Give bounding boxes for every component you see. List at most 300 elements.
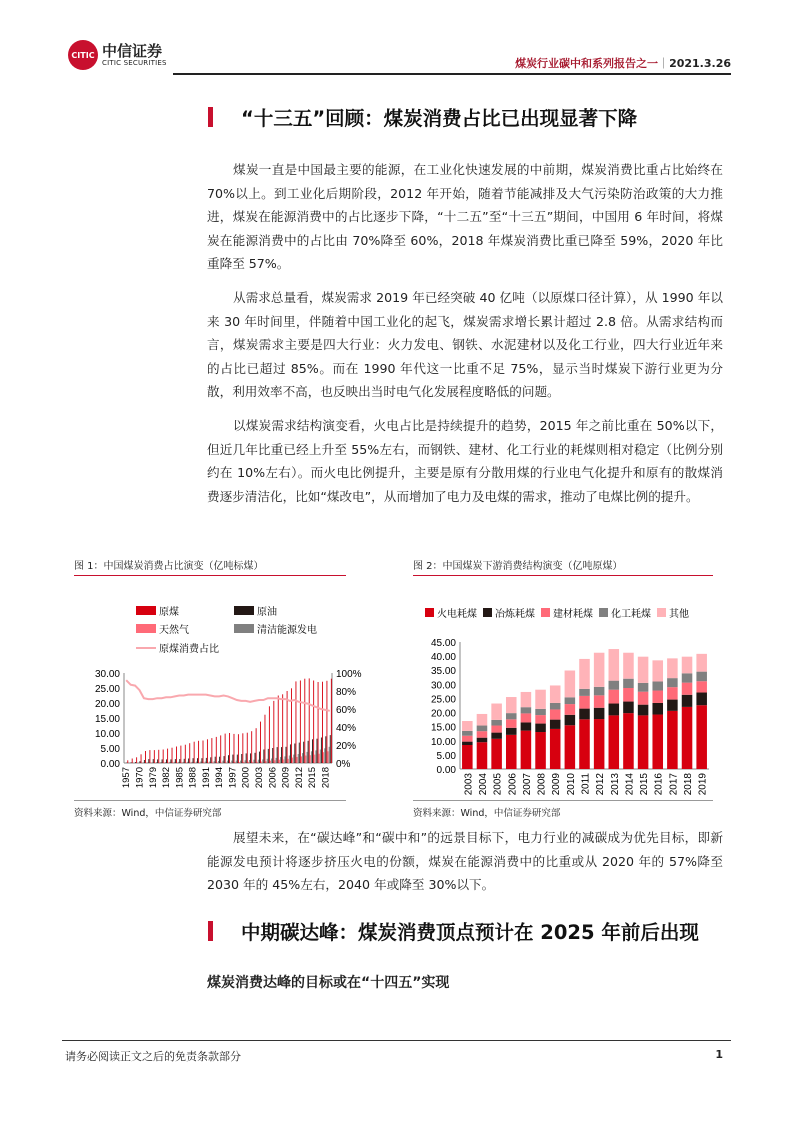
bar-原油 [197,758,198,763]
bar-原油 [166,759,167,763]
legend-swatch [234,624,254,633]
bar-建材耗煤 [462,736,473,742]
y-tick-label: 10.00 [94,729,120,740]
header-rule [173,73,731,75]
bar-清洁能源发电 [196,762,197,764]
bar-清洁能源发电 [276,758,277,763]
bar-原煤 [194,742,195,763]
bar-清洁能源发电 [311,751,312,763]
paragraph: 从需求总量看，煤炭需求 2019 年已经突破 40 亿吨（以原煤口径计算），从 1990 年以来 30 年时间里，伴随着中国工业化的起飞，煤炭需求增长累计超过 2.8 倍。从需求结构而言，煤炭需求主要是四大行业：火力发电、钢铁、水泥建材以及化工行业，四大行业近年来的占比已超过 85%。而在 1990 年代这一比重不足 75%，显示当时煤炭下游行业更为分散，利用效率不高，也反映出当时电气化发展程度略低的问题。 [207,290,723,399]
bar-原油 [139,761,140,763]
bar-建材耗煤 [638,692,649,705]
bar-天然气 [248,762,249,763]
report-date: 2021.3.26 [669,57,731,70]
bar-天然气 [146,762,147,763]
bar-火电耗煤 [609,715,620,769]
bar-其他 [638,657,649,683]
bar-原煤 [247,733,248,763]
legend-label: 冶炼耗煤 [495,609,535,620]
citic-logo [68,40,167,70]
bar-火电耗煤 [491,739,502,769]
bar-清洁能源发电 [222,761,223,763]
bar-火电耗煤 [682,707,693,769]
section-heading-1 [208,103,637,131]
bar-原油 [281,747,282,763]
legend-label: 清洁能源发电 [257,625,317,636]
bar-原油 [263,750,264,764]
bar-天然气 [239,762,240,763]
bar-清洁能源发电 [231,761,232,763]
bar-原煤 [141,754,142,763]
bar-原煤 [176,747,177,764]
bar-原油 [237,755,238,763]
x-tick-label: 2004 [477,773,489,796]
legend-label: 原油 [257,607,277,618]
bar-原煤 [225,734,226,763]
bar-化工耗煤 [652,682,663,691]
bar-清洁能源发电 [320,750,321,764]
x-tick-label: 1985 [174,767,186,789]
bar-火电耗煤 [506,735,517,769]
logo-cn: 中信证券 [102,42,163,60]
bar-原油 [153,759,154,763]
x-tick-label: 2016 [653,773,665,796]
y2-tick-label: 60% [336,705,357,716]
bar-原煤 [256,728,257,763]
bar-原煤 [149,750,150,763]
bar-原油 [294,744,295,764]
bar-原油 [303,742,304,763]
header-separator: ｜ [658,57,670,70]
bar-清洁能源发电 [147,762,148,763]
bar-天然气 [168,762,169,763]
y-tick-label: 0.00 [100,759,120,770]
y-tick-label: 0.00 [436,765,456,776]
y-tick-label: 10.00 [430,736,456,748]
bar-建材耗煤 [696,681,707,692]
bar-火电耗煤 [652,715,663,769]
figure-title: 图 1：中国煤炭消费占比演变（亿吨标煤） [74,557,346,576]
y2-tick-label: 40% [336,723,357,734]
bar-天然气 [323,752,324,763]
bar-原油 [162,759,163,763]
bar-原煤 [207,739,208,763]
bar-原煤 [132,759,133,764]
bar-其他 [594,653,605,687]
bar-原油 [272,748,273,763]
bar-清洁能源发电 [329,747,330,763]
bar-原煤 [318,682,319,763]
bar-清洁能源发电 [271,759,272,764]
bar-化工耗煤 [623,679,634,688]
bar-清洁能源发电 [174,762,175,763]
legend-label: 火电耗煤 [437,609,477,620]
footer-rule [62,1040,731,1041]
bar-清洁能源发电 [178,762,179,763]
bar-天然气 [199,762,200,763]
legend-label: 原煤消费占比 [159,644,219,655]
bar-建材耗煤 [623,688,634,702]
bar-化工耗煤 [521,707,532,713]
bar-化工耗煤 [506,713,517,719]
heading-marker [208,921,213,941]
bar-清洁能源发电 [262,759,263,763]
bar-天然气 [270,761,271,763]
bar-火电耗煤 [594,719,605,769]
bar-原油 [206,758,207,763]
bar-天然气 [261,762,262,764]
bar-建材耗煤 [594,695,605,707]
bar-天然气 [297,757,298,763]
bar-清洁能源发电 [209,762,210,764]
bar-化工耗煤 [477,726,488,732]
bar-天然气 [305,756,306,764]
bar-化工耗煤 [535,709,546,715]
bar-原煤 [287,691,288,763]
bar-化工耗煤 [638,683,649,692]
y2-tick-label: 20% [336,741,357,752]
bar-清洁能源发电 [249,760,250,763]
line-coal-share [126,680,330,711]
bar-原油 [259,752,260,763]
bar-其他 [696,654,707,672]
bar-清洁能源发电 [298,754,299,763]
bar-建材耗煤 [491,726,502,733]
paragraph: 以煤炭需求结构演变看，火电占比是持续提升的趋势，2015 年之前比重在 50%以下，但近几年比重已经上升至 55%左右，而钢铁、建材、化工行业的耗煤则相对稳定（比例分别约在 10%左右）。而火电比例提升，主要是原有分散用煤的行业电气化提升和原有的散煤消费逐步清洁化，比如“煤改电”，从而增加了电力及电煤的需求，推动了电煤比例的提升。 [207,418,723,504]
bar-天然气 [177,762,178,763]
bar-原煤 [198,741,199,763]
bar-天然气 [292,758,293,763]
bar-原煤 [180,746,181,763]
bar-冶炼耗煤 [609,704,620,716]
x-tick-label: 1982 [161,767,173,789]
legend-label: 其他 [669,609,689,620]
x-tick-label: 2015 [639,773,651,796]
bar-原煤 [326,681,327,763]
bar-天然气 [217,762,218,763]
x-tick-label: 1957 [121,767,133,789]
x-tick-label: 2006 [267,767,279,789]
bar-天然气 [221,762,222,763]
bar-天然气 [226,762,227,763]
paragraph: 煤炭一直是中国最主要的能源，在工业化快速发展的中前期，煤炭消费比重占比始终在 70%以上。到工业化后期阶段，2012 年开始，随着节能减排及大气污染防治政策的大力推进，煤炭在能源消费中的占比逐步下降，“十二五”至“十三五”期间，中国用 6 年时间，将煤炭在能源消费中的占比由 70%降至 60%，2018 年煤炭消费比重已降至 59%，2020 年比重降至 57%。 [207,162,723,271]
bar-冶炼耗煤 [696,693,707,706]
y-tick-label: 35.00 [430,666,456,678]
bar-原油 [179,759,180,763]
bar-原油 [170,759,171,763]
bar-原油 [175,759,176,763]
bar-清洁能源发电 [165,762,166,763]
bar-清洁能源发电 [307,752,308,763]
legend-swatch [234,606,254,615]
x-tick-label: 2018 [683,773,695,796]
bar-原油 [188,759,189,764]
bar-原油 [308,741,309,763]
bar-清洁能源发电 [191,762,192,763]
bar-建材耗煤 [521,713,532,722]
y-tick-label: 30.00 [430,680,456,692]
bar-冶炼耗煤 [462,742,473,745]
bar-原煤 [229,733,230,763]
y-tick-label: 15.00 [94,714,120,725]
bar-清洁能源发电 [267,759,268,763]
bar-化工耗煤 [594,687,605,695]
bar-其他 [521,692,532,707]
page-number: 1 [715,1048,723,1061]
x-tick-label: 2007 [521,773,533,796]
bar-清洁能源发电 [218,761,219,763]
bar-原油 [255,753,256,763]
bar-天然气 [159,762,160,763]
y2-tick-label: 0% [336,759,351,770]
bar-化工耗煤 [579,689,590,696]
bar-清洁能源发电 [152,762,153,763]
bar-化工耗煤 [609,681,620,690]
bar-冶炼耗煤 [623,702,634,714]
y-tick-label: 5.00 [436,750,456,762]
bar-清洁能源发电 [143,762,144,763]
x-tick-label: 2012 [293,767,305,789]
bar-天然气 [243,762,244,763]
y-tick-label: 25.00 [94,684,120,695]
bar-原油 [321,738,322,764]
bar-原煤 [234,734,235,763]
bar-清洁能源发电 [169,762,170,763]
bar-建材耗煤 [535,715,546,723]
x-tick-label: 2000 [240,767,252,789]
bar-清洁能源发电 [293,755,294,763]
bar-原煤 [211,738,212,763]
legend-swatch [599,608,608,617]
footer-disclaimer: 请务必阅读正文之后的免责条款部分 [65,1050,241,1063]
x-tick-label: 2012 [595,773,607,796]
y-tick-label: 15.00 [430,722,456,734]
x-tick-label: 2015 [307,767,319,789]
bar-天然气 [266,761,267,763]
report-series: 煤炭行业碳中和系列报告之一 [515,57,659,70]
bar-原煤 [167,749,168,763]
bar-天然气 [151,762,152,763]
figure-title: 图 2：中国煤炭下游消费结构演变（亿吨原煤） [413,557,713,576]
bar-原油 [250,753,251,763]
bar-天然气 [213,762,214,763]
bar-清洁能源发电 [214,761,215,763]
bar-火电耗煤 [638,715,649,769]
x-tick-label: 1991 [200,767,212,789]
bar-冶炼耗煤 [535,724,546,732]
section-title: “十三五”回顾：煤炭消费占比已出现显著下降 [241,107,638,130]
bar-清洁能源发电 [156,762,157,763]
bar-天然气 [301,756,302,763]
x-tick-label: 2008 [536,773,548,796]
bar-天然气 [310,755,311,763]
bar-原煤 [251,731,252,763]
x-tick-label: 1970 [134,767,146,789]
bar-清洁能源发电 [183,762,184,763]
bar-冶炼耗煤 [491,733,502,739]
bar-化工耗煤 [682,673,693,682]
bar-原油 [246,753,247,763]
bar-建材耗煤 [682,683,693,695]
subsection-title: 煤炭消费达峰的目标或在“十四五”实现 [207,975,450,991]
x-tick-label: 2013 [609,773,621,796]
legend-swatch [483,608,492,617]
bar-冶炼耗煤 [652,703,663,715]
bar-冶炼耗煤 [682,695,693,707]
y-tick-label: 5.00 [100,744,120,755]
bar-天然气 [155,762,156,763]
bar-原煤 [282,694,283,763]
citic-logo-mark: CITIC [68,40,98,70]
chart-coal-share [74,576,362,796]
bar-天然气 [235,762,236,763]
bar-建材耗煤 [609,690,620,704]
bar-原煤 [273,701,274,763]
bar-原油 [184,759,185,763]
legend-swatch [541,608,550,617]
bar-原煤 [313,681,314,764]
bar-建材耗煤 [652,691,663,703]
y-tick-label: 40.00 [430,652,456,664]
logo-en: CITIC SECURITIES [102,59,167,67]
bar-其他 [550,685,561,702]
bar-天然气 [279,760,280,763]
bar-其他 [506,697,517,713]
x-tick-label: 1994 [214,767,226,789]
bar-天然气 [182,762,183,763]
bar-天然气 [208,762,209,763]
figure-1 [74,557,362,819]
legend-swatch [425,608,434,617]
heading-marker [208,107,213,127]
bar-冶炼耗煤 [521,722,532,730]
bar-原煤 [189,743,190,763]
bar-天然气 [257,762,258,763]
bar-火电耗煤 [550,729,561,769]
bar-原煤 [145,751,146,763]
bar-冶炼耗煤 [477,738,488,743]
bar-火电耗煤 [477,742,488,769]
bar-冶炼耗煤 [667,700,678,711]
bar-建材耗煤 [579,696,590,709]
bar-原油 [241,754,242,763]
x-tick-label: 2014 [624,773,636,796]
bar-原煤 [260,722,261,763]
bar-其他 [623,653,634,679]
bar-原煤 [269,706,270,763]
bar-原煤 [203,741,204,764]
legend-swatch [136,624,156,633]
figure-source: 资料来源：Wind，中信证券研究部 [74,800,346,819]
x-tick-label: 2003 [253,767,265,789]
bar-原油 [157,759,158,763]
bar-清洁能源发电 [227,761,228,763]
bar-火电耗煤 [521,731,532,769]
bar-清洁能源发电 [205,762,206,764]
bar-天然气 [252,762,253,763]
legend-swatch [136,606,156,615]
bar-清洁能源发电 [240,761,241,763]
x-tick-label: 1979 [147,767,159,789]
bar-化工耗煤 [491,720,502,726]
bar-清洁能源发电 [280,757,281,763]
bar-原油 [144,760,145,763]
x-tick-label: 2003 [463,773,475,796]
bar-原煤 [295,681,296,763]
bar-化工耗煤 [550,703,561,709]
bar-原煤 [265,715,266,763]
y-tick-label: 30.00 [94,669,120,680]
bar-清洁能源发电 [161,762,162,763]
bar-原煤 [238,734,239,763]
y2-tick-label: 100% [336,669,362,680]
bar-天然气 [173,762,174,763]
bar-原煤 [242,733,243,763]
bar-化工耗煤 [696,672,707,682]
bar-化工耗煤 [565,697,576,704]
bar-其他 [667,658,678,678]
x-tick-label: 2009 [551,773,563,796]
bar-清洁能源发电 [253,760,254,763]
bar-天然气 [230,762,231,763]
bar-其他 [565,671,576,698]
bar-化工耗煤 [667,678,678,687]
bar-建材耗煤 [550,709,561,719]
bar-建材耗煤 [477,731,488,737]
bar-原油 [131,762,132,763]
section-title: 中期碳达峰：煤炭消费顶点预计在 2025 年前后出现 [241,921,699,944]
bar-清洁能源发电 [200,762,201,764]
bar-其他 [535,690,546,709]
x-tick-label: 2018 [320,767,332,789]
bar-原油 [224,756,225,763]
y-tick-label: 25.00 [430,694,456,706]
bar-原煤 [300,681,301,764]
bar-原油 [277,747,278,763]
bar-清洁能源发电 [245,760,246,763]
chart-downstream-structure [413,576,713,796]
bar-原油 [325,736,326,763]
bar-原煤 [185,745,186,763]
bar-原油 [317,739,318,763]
bar-其他 [609,649,620,681]
bar-天然气 [204,762,205,763]
legend-label: 天然气 [159,625,189,636]
bar-原煤 [331,679,332,763]
bar-原油 [286,747,287,763]
bar-天然气 [314,755,315,763]
bar-原油 [268,749,269,763]
bar-清洁能源发电 [187,762,188,763]
bar-原煤 [220,735,221,763]
bar-其他 [477,714,488,726]
bar-原煤 [322,682,323,763]
bar-天然气 [190,762,191,763]
x-tick-label: 1988 [187,767,199,789]
bar-原煤 [158,750,159,763]
bar-天然气 [164,762,165,763]
bar-原煤 [172,748,173,763]
bar-原油 [201,758,202,763]
bar-原煤 [154,750,155,763]
bar-清洁能源发电 [284,756,285,763]
bar-天然气 [288,759,289,763]
bar-其他 [579,659,590,689]
bar-火电耗煤 [535,732,546,769]
bar-火电耗煤 [579,719,590,769]
y2-tick-label: 80% [336,687,357,698]
x-tick-label: 2009 [280,767,292,789]
